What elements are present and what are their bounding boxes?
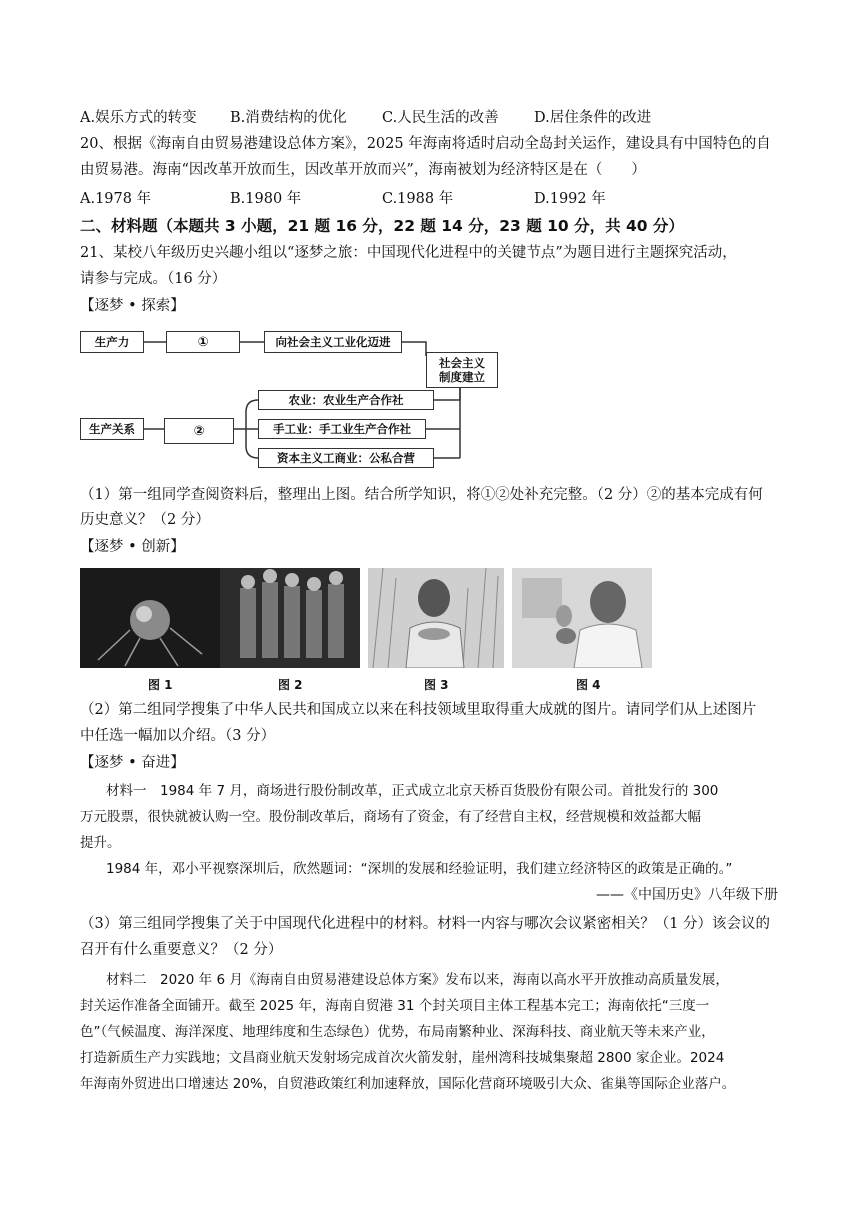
material1-line1: 材料一 1984 年 7 月，商场进行股份制改革，正式成立北京天桥百货股份有限公司。首批发行的 300 xyxy=(106,783,719,799)
material2-line3: 色”（气候温度、海洋深度、地理纬度和生态绿色）优势，布局南繁种业、深海科技、商业航天等未来产业， xyxy=(80,1024,715,1040)
structure-diagram xyxy=(80,322,500,472)
figure-3-caption: 图 3 xyxy=(424,678,449,692)
sub1-line1: （1）第一组同学查阅资料后，整理出上图。结合所学知识，将①②处补充完整。（2 分）②的基本完成有何 xyxy=(80,487,763,503)
blank-1-box: ① xyxy=(166,331,240,353)
figure-1-caption: 图 1 xyxy=(148,678,173,692)
photo-row xyxy=(80,568,660,694)
q20-option-d: D.1992 年 xyxy=(534,191,606,207)
q21-stem-line2: 请参与完成。（16 分） xyxy=(80,271,227,287)
socialist-system-line1: 社会主义 xyxy=(439,356,485,370)
q19-option-d: D.居住条件的改进 xyxy=(534,110,652,126)
socialist-system-box xyxy=(426,352,498,388)
figure-4-caption: 图 4 xyxy=(576,678,601,692)
material2-line5: 年海南外贸进出口增速达 20%，自贸港政策红利加速释放，国际化营商环境吸引大众、雀巢等国际企业落户。 xyxy=(80,1076,736,1092)
agriculture-box: 农业：农业生产合作社 xyxy=(258,390,434,410)
photo-woman-scientist xyxy=(512,568,652,668)
capitalist-commerce-box: 资本主义工商业：公私合营 xyxy=(258,448,434,468)
part1-heading: 【逐梦 • 探索】 xyxy=(80,298,185,314)
q20-option-b: B.1980 年 xyxy=(230,191,302,207)
sub3-line1: （3）第三组同学搜集了关于中国现代化进程中的材料。材料一内容与哪次会议紧密相关？（1 分）该会议的 xyxy=(80,916,771,932)
part3-heading: 【逐梦 • 奋进】 xyxy=(80,755,185,771)
section-title: 二、材料题（本题共 3 小题，21 题 16 分，22 题 14 分，23 题 10 分，共 40 分） xyxy=(80,217,684,235)
photo-rice-scientist xyxy=(368,568,504,668)
figure-3-image xyxy=(368,568,504,668)
material2-line2: 封关运作准备全面铺开。截至 2025 年，海南自贸港 31 个封关项目主体工程基本完工；海南依托“三度一 xyxy=(80,998,710,1014)
q19-option-a: A.娱乐方式的转变 xyxy=(80,110,197,126)
production-relations-box: 生产关系 xyxy=(80,418,144,440)
q20-option-c: C.1988 年 xyxy=(382,191,454,207)
socialist-system-line2: 制度建立 xyxy=(439,370,485,384)
q20-stem-line1: 20、根据《海南自由贸易港建设总体方案》，2025 年海南将适时启动全岛封关运作，建设具有中国特色的自 xyxy=(80,136,771,152)
photo-satellite-and-scientists xyxy=(80,568,360,668)
sub1-line2: 历史意义？（2 分） xyxy=(80,512,210,528)
material2-line1: 材料二 2020 年 6 月《海南自由贸易港建设总体方案》发布以来，海南以高水平开放推动高质量发展， xyxy=(106,972,729,988)
handicraft-box: 手工业：手工业生产合作社 xyxy=(258,419,426,439)
q21-stem-line1: 21、某校八年级历史兴趣小组以“逐梦之旅：中国现代化进程中的关键节点”为题目进行主题探究活动， xyxy=(80,245,737,261)
material1-source: ——《中国历史》八年级下册 xyxy=(596,887,778,903)
q19-option-c: C.人民生活的改善 xyxy=(382,110,499,126)
blank-2-box: ② xyxy=(164,418,234,444)
figure-2-caption: 图 2 xyxy=(278,678,303,692)
material2-line4: 打造新质生产力实践地；文昌商业航天发射场完成首次火箭发射，崖州湾科技城集聚超 2800 家企业。2024 xyxy=(80,1050,725,1066)
q20-option-a: A.1978 年 xyxy=(80,191,152,207)
material1-line2: 万元股票，很快就被认购一空。股份制改革后，商场有了资金，有了经营自主权，经营规模和效益都大幅 xyxy=(80,809,701,825)
q20-stem-line2: 由贸易港。海南“因改革开放而生，因改革开放而兴”，海南被划为经济特区是在（ ） xyxy=(80,162,646,178)
sub2-line1: （2）第二组同学搜集了中华人民共和国成立以来在科技领域里取得重大成就的图片。请同学们从上述图片 xyxy=(80,702,757,718)
material1-line3: 提升。 xyxy=(80,835,121,851)
material1-line4: 1984 年，邓小平视察深圳后，欣然题词：“深圳的发展和经验证明，我们建立经济特区的政策是正确的。” xyxy=(106,861,733,877)
productivity-box: 生产力 xyxy=(80,331,144,353)
sub3-line2: 召开有什么重要意义？（2 分） xyxy=(80,942,283,958)
figure-1-2-image xyxy=(80,568,360,668)
q19-option-b: B.消费结构的优化 xyxy=(230,110,347,126)
part2-heading: 【逐梦 • 创新】 xyxy=(80,539,185,555)
sub2-line2: 中任选一幅加以介绍。（3 分） xyxy=(80,728,276,744)
industrialization-box: 向社会主义工业化迈进 xyxy=(264,331,402,353)
figure-4-image xyxy=(512,568,652,668)
